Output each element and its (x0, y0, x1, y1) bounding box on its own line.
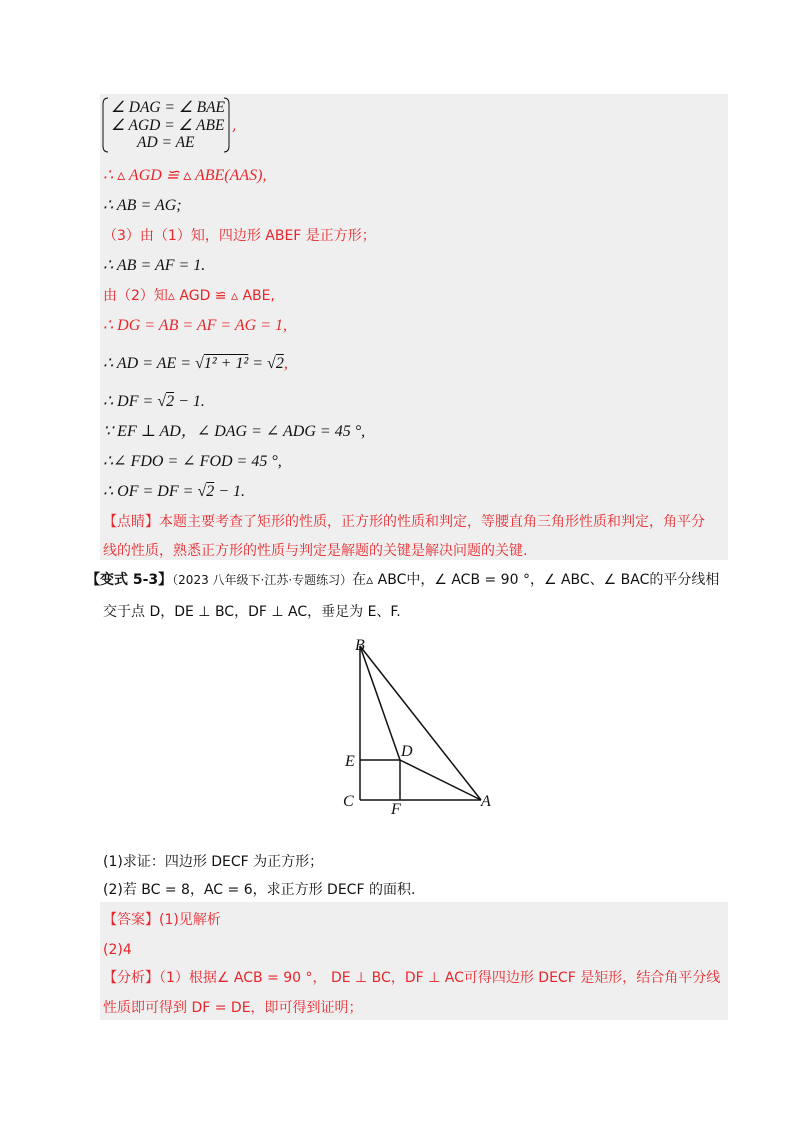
line-11 (103, 482, 245, 502)
system-row-3: AD = AE (137, 134, 195, 151)
system-row-1: ∠ DAG = ∠ BAE (111, 99, 226, 116)
line-8 (103, 392, 205, 412)
label-e: E (345, 753, 355, 770)
line-1: ∴ ▵ AGD ≌ ▵ ABE(AAS), (103, 167, 267, 184)
system-row-2: ∠ AGD = ∠ ABE (111, 117, 225, 134)
sqrt-icon: √ (267, 355, 276, 372)
segment-da (400, 760, 481, 800)
label-a: A (481, 793, 491, 810)
sqrt-icon: √ (195, 355, 204, 372)
line-2: ∴ AB = AG; (103, 197, 182, 214)
problem-tag: 【变式 5-3】 (86, 572, 173, 588)
answer-line-1: 【答案】(1)见解析 (103, 912, 221, 928)
question-1: (1)求证：四边形 DECF 为正方形； (103, 854, 324, 870)
equation-system (101, 96, 231, 154)
label-f: F (391, 801, 401, 818)
answer-line-2: (2)4 (103, 942, 132, 958)
line-7-end: , (283, 355, 288, 372)
line-8-end: − 1. (174, 393, 205, 410)
line-7-radicand: 1² + 1² (203, 355, 249, 372)
line-3: （3）由（1）知，四边形 ABEF 是正方形； (103, 228, 376, 244)
segment-ab (360, 646, 481, 800)
line-8-radicand: 2 (166, 393, 175, 410)
analysis-line-1: 【分析】（1）根据∠ ACB = 90 °， DE ⊥ BC，DF ⊥ AC可得四边形 DECF 是矩形，结合角平分线 (103, 970, 721, 986)
sqrt-icon: √ (197, 483, 207, 500)
comment-line-1: 【点睛】本题主要考查了矩形的性质，正方形的性质和判定，等腰直角三角形性质和判定，角平分 (103, 514, 705, 530)
line-6: ∴ DG = AB = AF = AG = 1, (103, 317, 288, 334)
line-9: ∵ EF ⊥ AD，∠ DAG = ∠ ADG = 45 °, (103, 423, 366, 440)
problem-line-1 (86, 570, 719, 590)
label-d: D (401, 743, 413, 760)
comment-line-2: 线的性质，熟悉正方形的性质与判定是解题的关键是解决问题的关键. (103, 543, 528, 559)
line-7-radicand-2: 2 (275, 355, 284, 372)
line-8-prefix: ∴ DF = (103, 393, 158, 410)
problem-source: （2023 八年级下·江苏·专题练习） (172, 573, 353, 587)
analysis-line-2: 性质即可得到 DF = DE，即可得到证明； (103, 1000, 363, 1016)
line-11-end: − 1. (214, 483, 246, 500)
segment-bd (360, 646, 400, 760)
line-4: ∴ AB = AF = 1. (103, 257, 206, 274)
problem-text-1: 在▵ ABC中，∠ ACB = 90 °，∠ ABC、∠ BAC的平分线相 (352, 572, 720, 588)
triangle-figure (335, 632, 505, 822)
question-2: (2)若 BC = 8，AC = 6，求正方形 DECF 的面积. (103, 882, 416, 898)
line-7-eq: = (248, 355, 268, 372)
problem-line-2: 交于点 D，DE ⊥ BC，DF ⊥ AC，垂足为 E、F. (103, 604, 401, 620)
line-10: ∴∠ FDO = ∠ FOD = 45 °, (103, 453, 282, 470)
line-11-radicand: 2 (206, 483, 215, 500)
line-11-prefix: ∴ OF = DF = (103, 483, 198, 500)
label-c: C (343, 793, 354, 810)
line-7-prefix: ∴ AD = AE = (103, 355, 196, 372)
label-b: B (355, 637, 365, 654)
system-suffix: , (232, 118, 237, 134)
line-5: 由（2）知▵ AGD ≌ ▵ ABE, (103, 288, 275, 304)
line-7 (103, 354, 288, 374)
sqrt-icon: √ (157, 393, 167, 410)
